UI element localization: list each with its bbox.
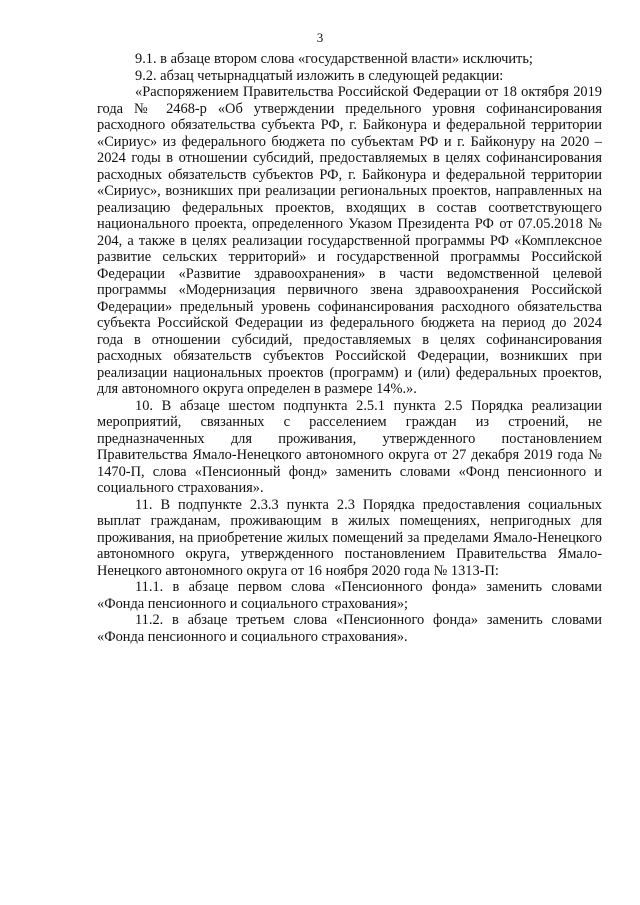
- paragraph-9-2-quoted-text: «Распоряжением Правительства Российской Федерации от 18 октября 2019 года № 2468-р «Об утверждении предельного уровня софинансирования расходного обязательства субъекта РФ, г. Байконура и федеральной территории «Сириус» из федерального бюджета по субъектам РФ и г. Байконуру на 2020 – 2024 годы в отношении субсидий, предоставляемых в целях софинансирования расходных обязательств субъектов РФ, г. Байконура и федеральной территории «Сириус», возникших при реализации региональных проектов, направленных на реализацию федеральных проектов, входящих в состав соответствующего национального проекта, определенного Указом Президента РФ от 07.05.2018 № 204, а также в целях реализации государственной программы РФ «Комплексное развитие сельских территорий» и государственной программы Российской Федерации «Развитие здравоохранения» в части ведомственной целевой программы «Модернизация первичного звена здравоохранения Российской Федерации» предельный уровень софинансирования расходного обязательства субъекта Российской Федерации из федерального бюджета на период до 2024 года в отношении субсидий, предоставляемых в целях софинансирования расходных обязательств субъектов Российской Федерации, возникших при реализации национальных проектов (программ) и (или) федеральных проектов, для автономного округа определен в размере 14%.».: [97, 84, 602, 397]
- document-body: [97, 51, 602, 645]
- page-number: 3: [316, 30, 324, 45]
- paragraph-11-1: 11.1. в абзаце первом слова «Пенсионного фонда» заменить словами «Фонда пенсионного и социального страхования»;: [97, 579, 602, 612]
- paragraph-11-2: 11.2. в абзаце третьем слова «Пенсионного фонда» заменить словами «Фонда пенсионного и социального страхования».: [97, 612, 602, 645]
- paragraph-9-1: 9.1. в абзаце втором слова «государственной власти» исключить;: [135, 51, 533, 67]
- paragraph-11: 11. В подпункте 2.3.3 пункта 2.3 Порядка предоставления социальных выплат гражданам, проживающим в жилых помещениях, непригодных для проживания, на приобретение жилых помещений за пределами Ямало-Ненецкого автономного округа, утвержденного постановлением Правительства Ямало-Ненецкого автономного округа от 16 ноября 2020 года № 1313-П:: [97, 496, 602, 579]
- paragraph-10: 10. В абзаце шестом подпункта 2.5.1 пункта 2.5 Порядка реализации мероприятий, связанных с расселением граждан из строений, не предназначенных для проживания, утвержденного постановлением Правительства Ямало-Ненецкого автономного округа от 27 декабря 2019 года № 1470-П, слова «Пенсионный фонд» заменить словами «Фонд пенсионного и социального страхования».: [97, 397, 602, 496]
- paragraph-9-2: 9.2. абзац четырнадцатый изложить в следующей редакции:: [135, 67, 504, 84]
